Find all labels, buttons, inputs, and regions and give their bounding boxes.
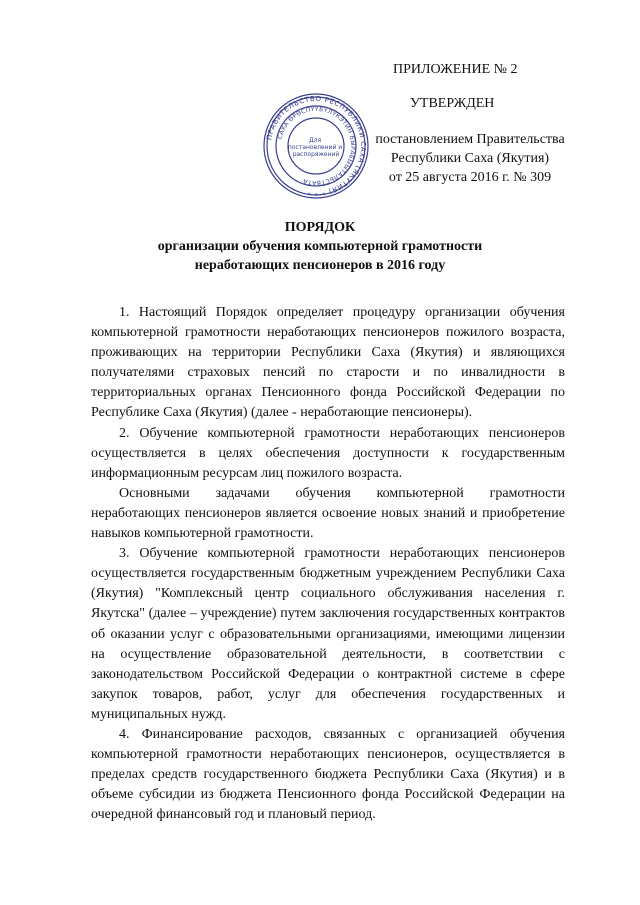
- title-main: ПОРЯДОК: [284, 220, 356, 235]
- decree-line: постановлением Правительства: [375, 132, 565, 147]
- svg-text:Для постановлений и: [288, 137, 344, 158]
- paragraph: 2. Обучение компьютерной грамотности неработающих пенсионеров осуществляется в целях обеспечения доступности к государственным информационным ресурсам лиц пожилого возраста.: [91, 425, 565, 481]
- appendix-label: ПРИЛОЖЕНИЕ № 2: [393, 62, 518, 77]
- document-title: [60, 218, 580, 275]
- decree-line: Республики Саха (Якутия): [390, 151, 550, 166]
- seal-inner-text: САХА ӨРӨСПҮҮБҮЛҮКЭТИН БЫРАБЫЫТАЛЬСТВАТА: [276, 105, 357, 187]
- approved-label: УТВЕРЖДЕН: [410, 96, 495, 111]
- paragraph: Основными задачами обучения компьютерной грамотности неработающих пенсионеров является освоение новых знаний и приобретение навыков компьютерной грамотности.: [91, 485, 565, 542]
- title-line: неработающих пенсионеров в 2016 году: [194, 258, 446, 273]
- seal-outer-text: ПРАВИТЕЛЬСТВО РЕСПУБЛИКИ САХА (ЯКУТИЯ) * * *: [265, 94, 368, 198]
- paragraph: 1. Настоящий Порядок определяет процедуру организации обучения компьютерной грамотности неработающих пенсионеров пожилого возраста, проживающих на территории Республики Саха (Якутия) и являющихся получателями страховых пенсий по старости и по инвалидности в территориальных органах Пенсионного фонда Российской Федерации по Республике Саха (Якутия) (далее - неработающие пенсионеры).: [91, 305, 565, 421]
- decree-reference: [355, 130, 585, 187]
- title-line: организации обучения компьютерной грамотности: [157, 239, 483, 254]
- seal-center-line: распоряжений: [292, 151, 340, 158]
- official-seal: [262, 92, 370, 200]
- seal-center-line: постановлений и: [287, 144, 343, 151]
- paragraph: 4. Финансирование расходов, связанных с организацией обучения компьютерной грамотности неработающих пенсионеров, осуществляется в пределах средств государственного бюджета Республики Саха (Якутия) и в объеме субсидии из бюджета Пенсионного фонда Российской Федерации на очередной финансовый год и плановый период.: [91, 726, 565, 823]
- seal-center-line: Для: [308, 137, 322, 144]
- document-body: [91, 303, 565, 825]
- paragraph: 3. Обучение компьютерной грамотности неработающих пенсионеров осуществляется государственным бюджетным учреждением Республики Саха (Якутия) "Комплексный центр социального обслуживания населения г. Якутска" (далее – учреждение) путем заключения государственных контрактов об оказании услуг с образовательными организациями, имеющими лицензии на осуществление образовательной деятельности, в соответствии с законодательством Российской Федерации о контрактной системе в сфере закупок товаров, работ, услуг для обеспечения государственных и муниципальных нужд.: [91, 546, 565, 722]
- decree-line: от 25 августа 2016 г. № 309: [388, 170, 552, 185]
